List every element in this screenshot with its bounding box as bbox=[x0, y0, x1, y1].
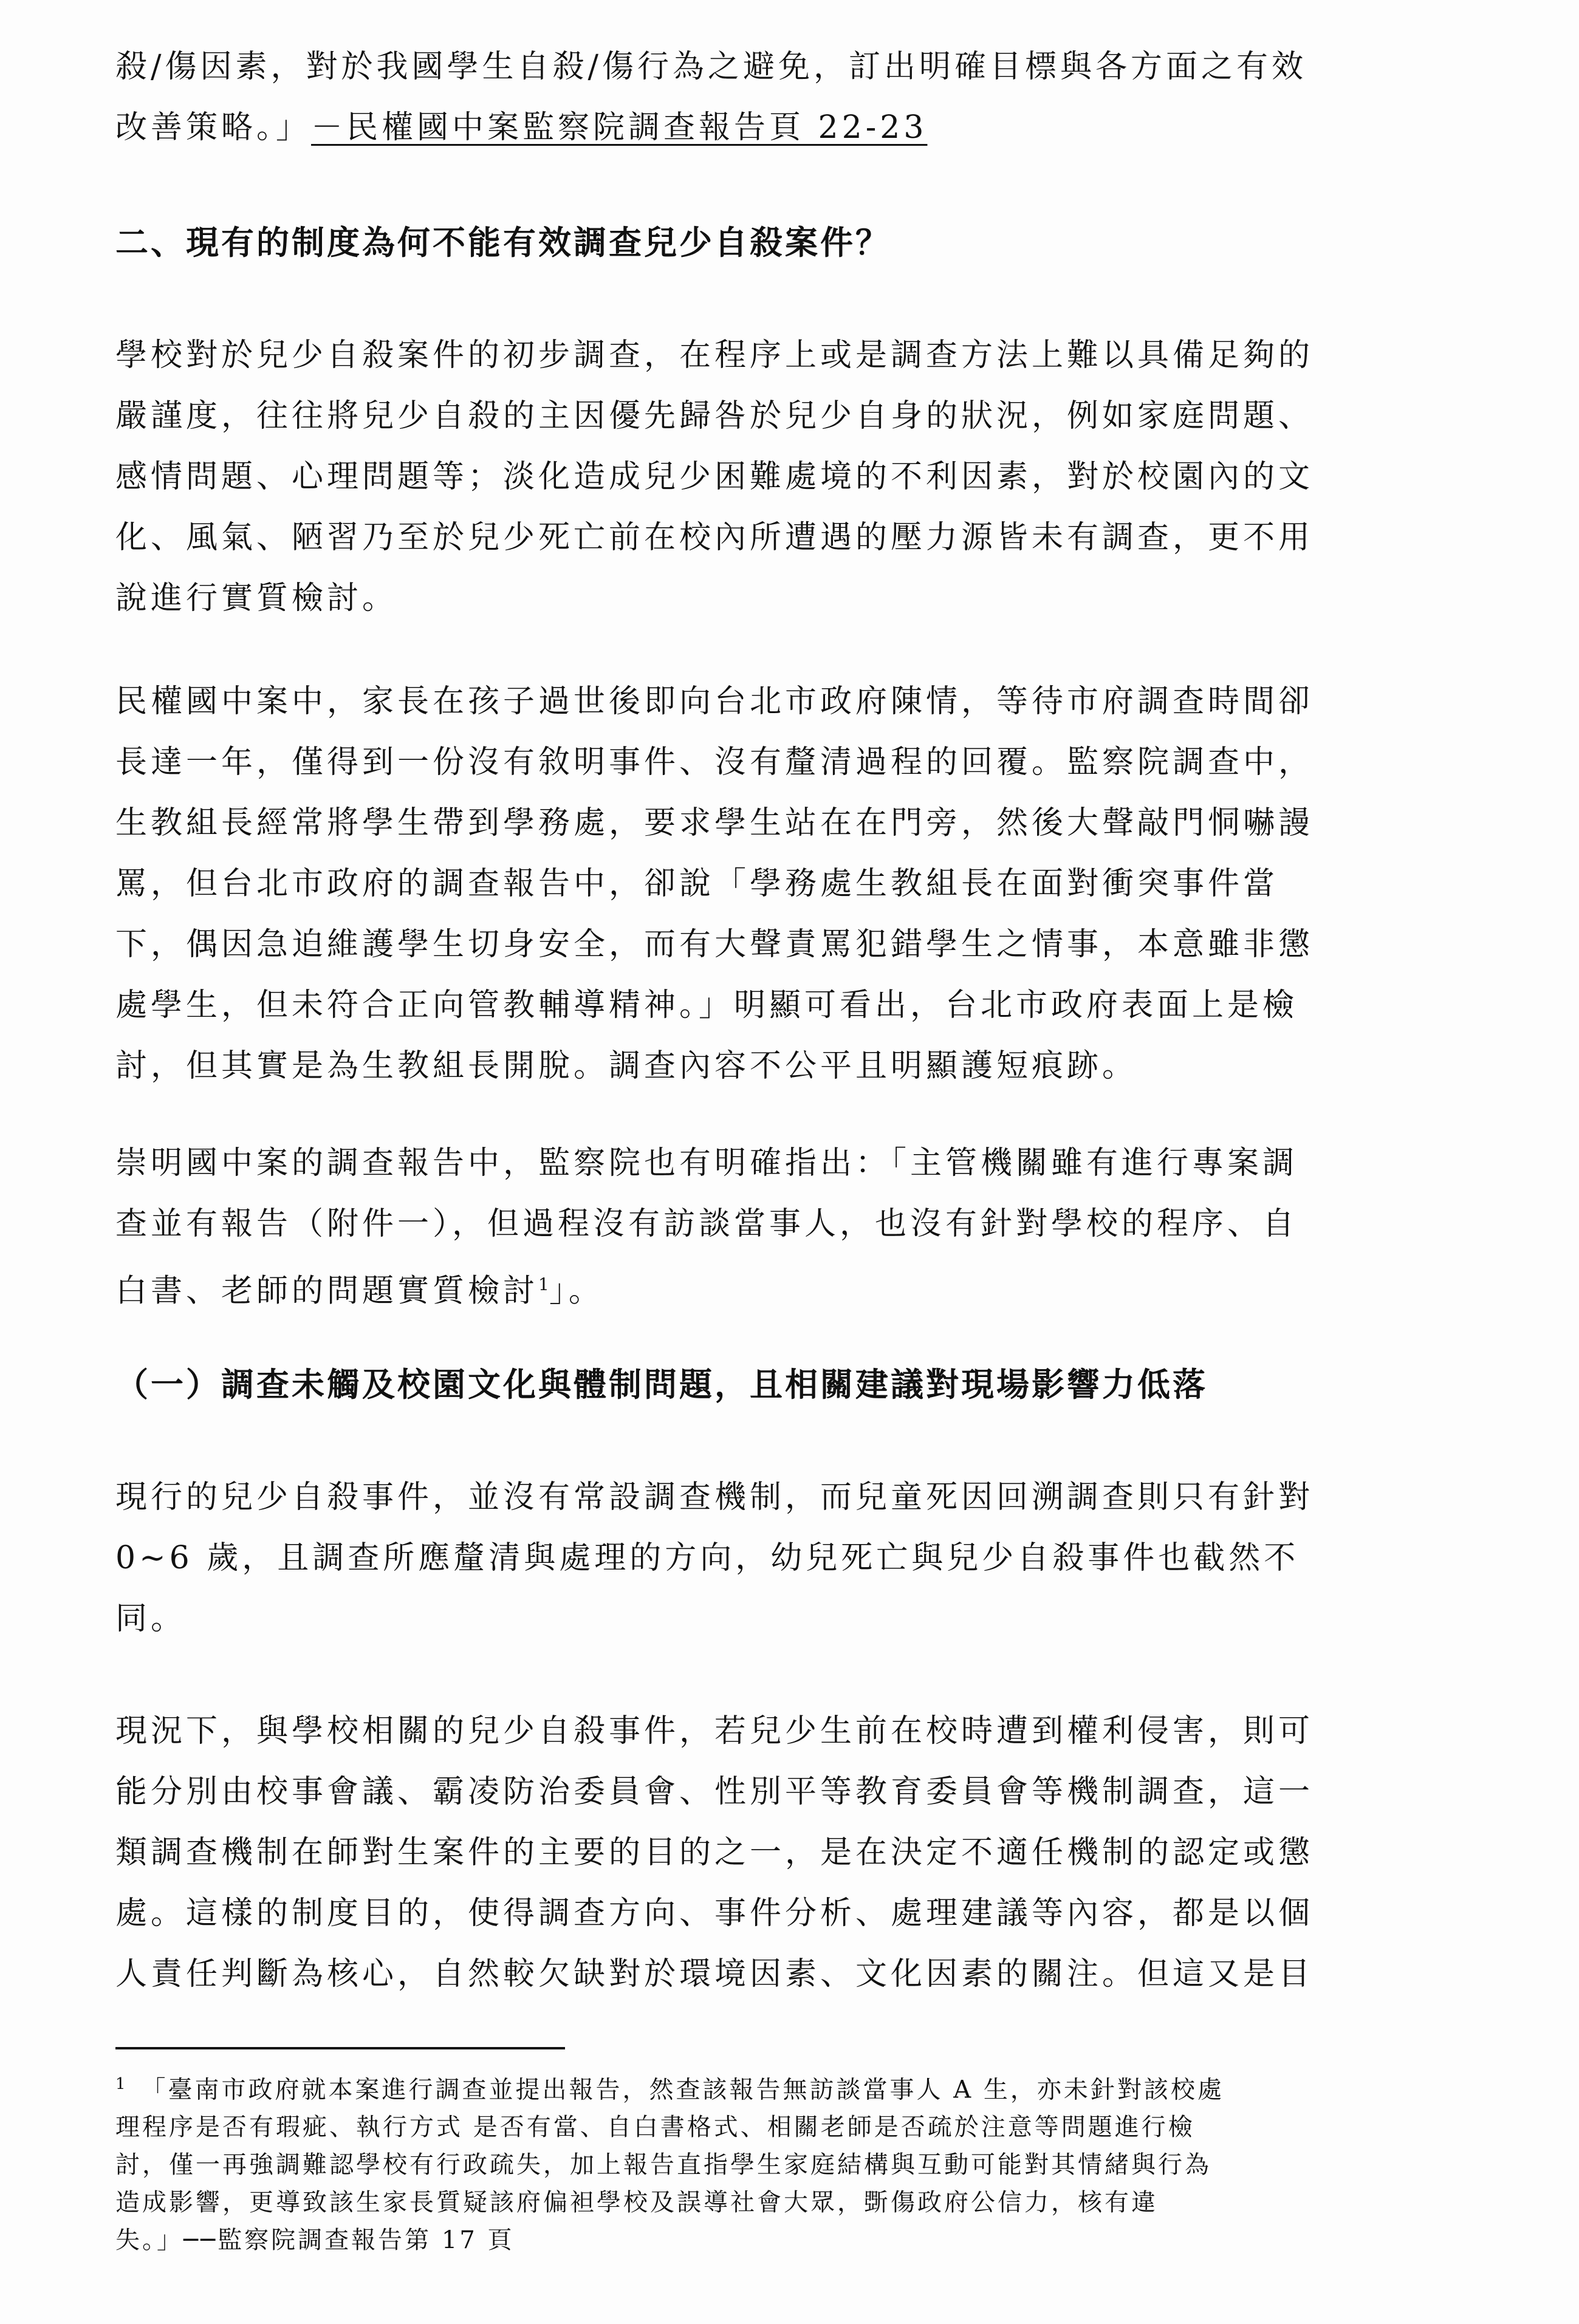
paragraph-3 bbox=[115, 1133, 1428, 1321]
paragraph-4 bbox=[115, 1467, 1428, 1649]
section-heading-2 bbox=[115, 213, 1428, 273]
paragraph-line-text: 白書、老師的問題實質檢討 bbox=[115, 1273, 539, 1310]
paragraph-line bbox=[115, 1254, 1428, 1321]
footnote-line-text: 「臺南市政府就本案進行調查並提出報告，然查該報告無訪談當事人 A 生，亦未針對該校處 bbox=[141, 2076, 1224, 2104]
paragraph-line: 生教組長經常將學生帶到學務處，要求學生站在在門旁，然後大聲敲門恫嚇謾 bbox=[115, 805, 1314, 841]
footnote-line: 討，僅一再強調難認學校有行政疏失，加上報告直指學生家庭結構與互動可能對其情緒與行為 bbox=[115, 2151, 1211, 2179]
footnote-line: 造成影響，更導致該生家長質疑該府偏袒學校及誤導社會大眾，斲傷政府公信力，核有違 bbox=[115, 2189, 1158, 2217]
paragraph-line: 現況下，與學校相關的兒少自殺事件，若兒少生前在校時遭到權利侵害，則可 bbox=[115, 1713, 1314, 1749]
paragraph-5 bbox=[115, 1701, 1428, 2004]
quote-line bbox=[115, 97, 1428, 158]
paragraph-line: 處。這樣的制度目的，使得調查方向、事件分析、處理建議等內容，都是以個 bbox=[115, 1895, 1314, 1932]
paragraph-line: 現行的兒少自殺事件，並沒有常設調查機制，而兒童死因回溯調查則只有針對 bbox=[115, 1479, 1314, 1516]
footnote-mark: 1 bbox=[115, 2075, 126, 2093]
paragraph-line: 能分別由校事會議、霸凌防治委員會、性別平等教育委員會等機制調查，這一 bbox=[115, 1774, 1314, 1810]
footnote-reference[interactable]: 1 bbox=[538, 1274, 549, 1294]
paragraph-1 bbox=[115, 325, 1428, 629]
footnote-line: 失。」──監察院調查報告第 17 頁 bbox=[115, 2226, 515, 2255]
footnote bbox=[115, 2065, 1476, 2259]
paragraph-line: 下，偶因急迫維護學生切身安全，而有大聲責罵犯錯學生之情事，本意雖非懲 bbox=[115, 926, 1314, 963]
paragraph-line: 討，但其實是為生教組長開脫。調查內容不公平且明顯護短痕跡。 bbox=[115, 1048, 1138, 1084]
paragraph-line: 說進行實質檢討。 bbox=[115, 580, 398, 617]
footnote-separator bbox=[115, 2047, 565, 2049]
subsection-heading-1 bbox=[115, 1355, 1428, 1415]
quote-end-text: 改善策略。」 bbox=[115, 109, 312, 146]
paragraph-line: 類調查機制在師對生案件的主要的目的之一，是在決定不適任機制的認定或懲 bbox=[115, 1834, 1314, 1871]
subsection-heading-text: （一）調查未觸及校園文化與體制問題，且相關建議對現場影響力低落 bbox=[115, 1365, 1208, 1404]
paragraph-line: 崇明國中案的調查報告中，監察院也有明確指出：「主管機關雖有進行專案調 bbox=[115, 1145, 1298, 1181]
paragraph-line: 學校對於兒少自殺案件的初步調查，在程序上或是調查方法上難以具備足夠的 bbox=[115, 337, 1314, 374]
quote-citation: －民權國中案監察院調查報告頁 22-23 bbox=[311, 109, 928, 146]
paragraph-line: 查並有報告（附件一），但過程沒有訪談當事人，也沒有針對學校的程序、自 bbox=[115, 1206, 1298, 1242]
paragraph-line: 人責任判斷為核心，自然較欠缺對於環境因素、文化因素的關注。但這又是目 bbox=[115, 1956, 1314, 1992]
quote-line: 殺/傷因素，對於我國學生自殺/傷行為之避免，訂出明確目標與各方面之有效 bbox=[115, 49, 1307, 85]
paragraph-line: 長達一年，僅得到一份沒有敘明事件、沒有釐清過程的回覆。監察院調查中， bbox=[115, 744, 1314, 781]
section-heading-text: 二、現有的制度為何不能有效調查兒少自殺案件？ bbox=[115, 224, 891, 262]
paragraph-line: 嚴謹度，往往將兒少自殺的主因優先歸咎於兒少自身的狀況，例如家庭問題、 bbox=[115, 398, 1314, 434]
paragraph-line: 處學生，但未符合正向管教輔導精神。」明顯可看出，台北市政府表面上是檢 bbox=[115, 987, 1298, 1024]
paragraph-line: 同。 bbox=[115, 1601, 187, 1637]
footnote-line: 理程序是否有瑕疵、執行方式 是否有當、自白書格式、相關老師是否疏於注意等問題進行檢 bbox=[115, 2113, 1195, 2142]
paragraph-line: 感情問題、心理問題等；淡化造成兒少困難處境的不利因素，對於校園內的文 bbox=[115, 459, 1314, 495]
paragraph-2 bbox=[115, 671, 1428, 1096]
paragraph-line: 民權國中案中，家長在孩子過世後即向台北市政府陳情，等待市府調查時間卻 bbox=[115, 683, 1314, 720]
paragraph-line-end: 」。 bbox=[549, 1273, 604, 1310]
top-quote bbox=[115, 36, 1428, 158]
footnote-line bbox=[115, 2065, 1476, 2108]
paragraph-line: 化、風氣、陋習乃至於兒少死亡前在校內所遭遇的壓力源皆未有調查，更不用 bbox=[115, 519, 1314, 556]
paragraph-line: 0~6 歲，且調查所應釐清與處理的方向，幼兒死亡與兒少自殺事件也截然不 bbox=[115, 1540, 1300, 1576]
paragraph-line: 罵，但台北市政府的調查報告中，卻說「學務處生教組長在面對衝突事件當 bbox=[115, 866, 1279, 902]
